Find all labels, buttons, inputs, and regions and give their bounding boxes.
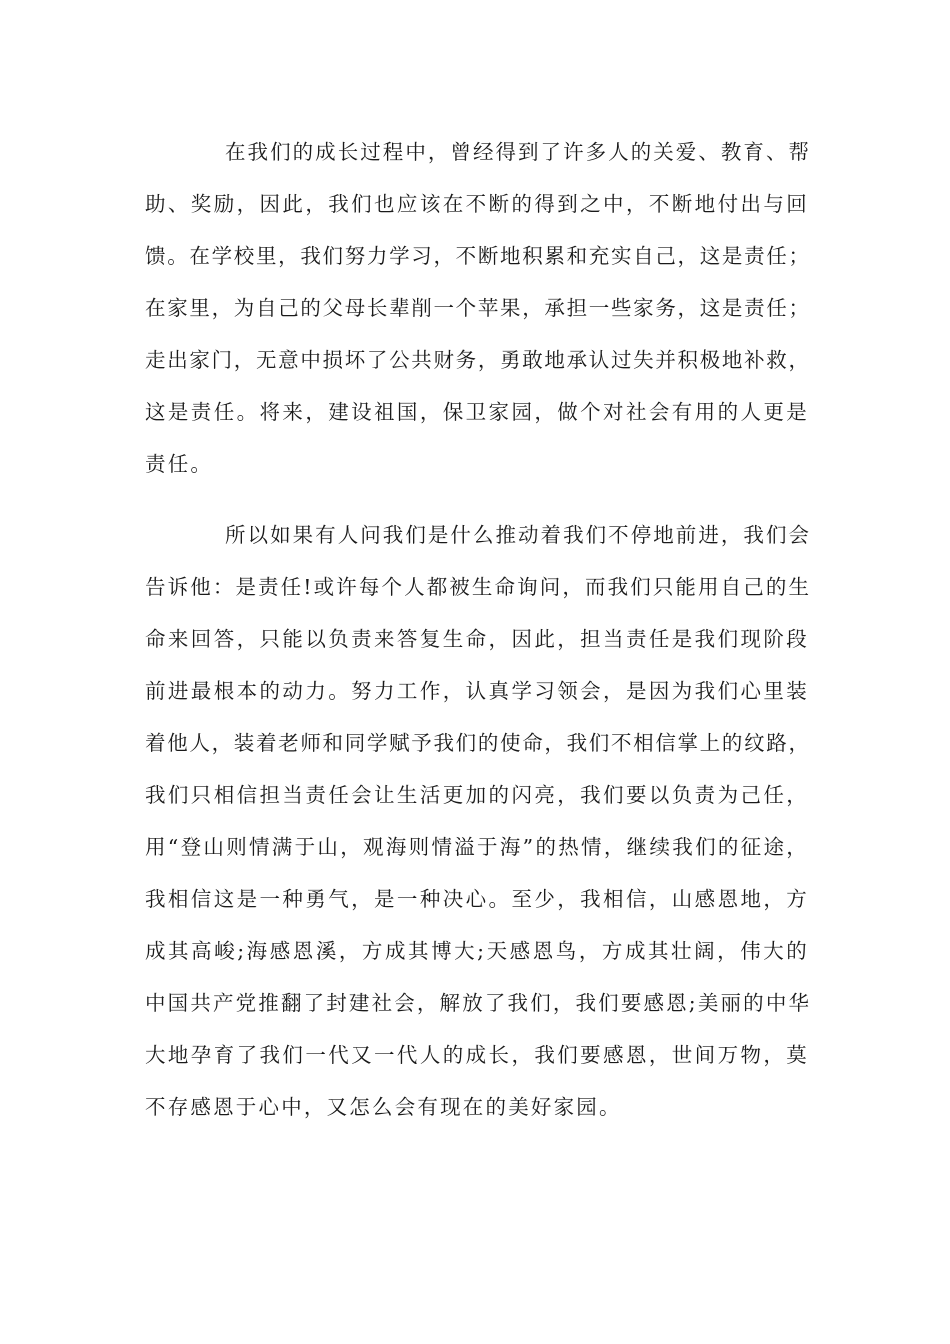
paragraph-line: 命来回答，只能以负责来答复生命，因此，担当责任是我们现阶段 xyxy=(145,627,809,651)
paragraph-line: 着他人，装着老师和同学赋予我们的使命，我们不相信掌上的纹路， xyxy=(145,731,809,755)
paragraph-line: 馈。在学校里，我们努力学习，不断地积累和充实自己，这是责任； xyxy=(145,244,809,268)
paragraph-line: 在我们的成长过程中，曾经得到了许多人的关爱、教育、帮 xyxy=(225,140,809,164)
paragraph-line: 用“登山则情满于山，观海则情溢于海”的热情，继续我们的征途， xyxy=(145,835,809,859)
paragraph-line: 中国共产党推翻了封建社会，解放了我们，我们要感恩;美丽的中华 xyxy=(145,991,809,1015)
paragraph-line: 我们只相信担当责任会让生活更加的闪亮，我们要以负责为己任， xyxy=(145,783,809,807)
paragraph-line: 助、奖励，因此，我们也应该在不断的得到之中，不断地付出与回 xyxy=(145,192,809,216)
paragraph-line: 前进最根本的动力。努力工作，认真学习领会，是因为我们心里装 xyxy=(145,679,809,703)
paragraph-line: 成其高峻;海感恩溪，方成其博大;天感恩鸟，方成其壮阔，伟大的 xyxy=(145,939,809,963)
paragraph-line: 责任。 xyxy=(145,452,214,476)
paragraph-line: 走出家门，无意中损坏了公共财务，勇敢地承认过失并积极地补救， xyxy=(145,348,809,372)
paragraph-line: 大地孕育了我们一代又一代人的成长，我们要感恩，世间万物，莫 xyxy=(145,1043,809,1067)
paragraph-line: 我相信这是一种勇气，是一种决心。至少，我相信，山感恩地，方 xyxy=(145,887,809,911)
paragraph-line: 在家里，为自己的父母长辈削一个苹果，承担一些家务，这是责任； xyxy=(145,296,809,320)
paragraph-line: 告诉他：是责任!或许每个人都被生命询问，而我们只能用自己的生 xyxy=(145,575,809,599)
paragraph-line: 不存感恩于心中，又怎么会有现在的美好家园。 xyxy=(145,1095,622,1119)
paragraph-line: 所以如果有人问我们是什么推动着我们不停地前进，我们会 xyxy=(225,523,809,547)
paragraph-1 xyxy=(145,126,809,490)
paragraph-2 xyxy=(145,509,809,1133)
paragraph-line: 这是责任。将来，建设祖国，保卫家园，做个对社会有用的人更是 xyxy=(145,400,809,424)
